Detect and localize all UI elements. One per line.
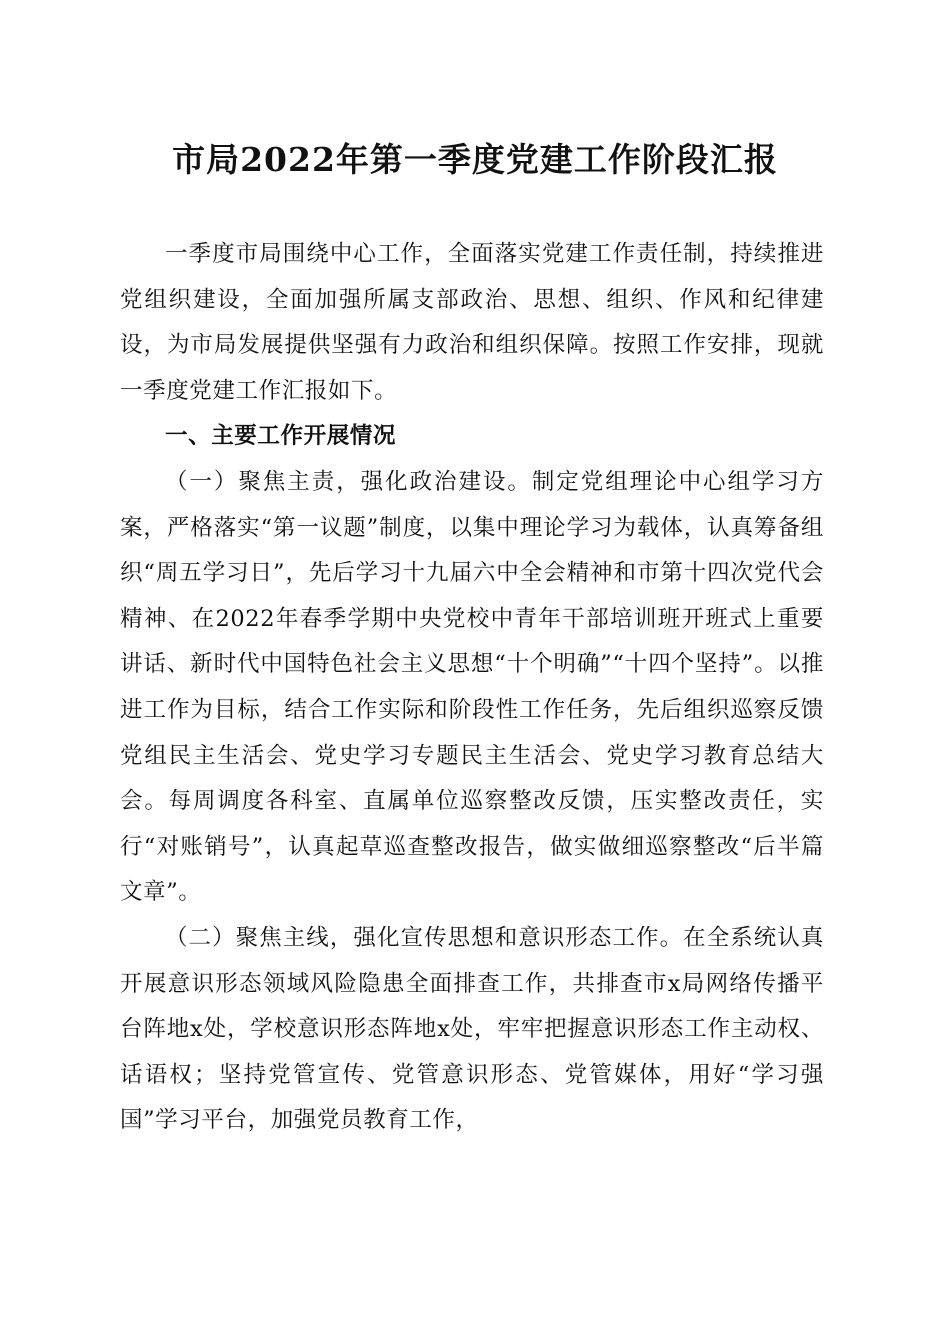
item-1-body: 制定党组理论中心组学习方案，严格落实“第一议题”制度，以集中理论学习为载体，认真筹备组织“周五学习日”，先后学习十九届六中全会精神和市第十四次党代会精神、在2022年春季学期中央党校中青年干部培训班开班式上重要讲话、新时代中国特色社会主义思想“十个明确”“十四个坚持”。以推进工作为目标，结合工作实际和阶段性工作任务，先后组织巡察反馈党组民主生活会、党史学习专题民主生活会、党史学习教育总结大会。每周调度各科室、直属单位巡察整改反馈，压实整改责任，实行“对账销号”，认真起草巡查整改报告，做实做细巡察整改“后半篇文章”。 xyxy=(120,468,824,906)
item-2-body: 在全系统认真开展意识形态领域风险隐患全面排查工作，共排查市x局网络传播平台阵地x处，学校意识形态阵地x处，牢牢把握意识形态工作主动权、话语权；坚持党管宣传、党管意识形态、党管媒体，用好“学习强国”学习平台，加强党员教育工作， xyxy=(120,924,824,1134)
paragraph-item-1 xyxy=(120,460,824,916)
item-1-lead: （一）聚焦主责，强化政治建设。 xyxy=(165,468,532,495)
document-title: 市局2022年第一季度党建工作阶段汇报 xyxy=(172,140,778,179)
paragraph-item-2 xyxy=(120,916,824,1144)
item-2-lead: （二）聚焦主线，强化宣传思想和意识形态工作。 xyxy=(165,924,684,951)
intro-paragraph: 一季度市局围绕中心工作，全面落实党建工作责任制，持续推进党组织建设，全面加强所属支部政治、思想、组织、作风和纪律建设，为市局发展提供坚强有力政治和组织保障。按照工作安排，现就一季度党建工作汇报如下。 xyxy=(120,241,824,404)
section-heading-main-work: 一、主要工作开展情况 xyxy=(165,423,397,450)
document-body xyxy=(120,232,824,1144)
